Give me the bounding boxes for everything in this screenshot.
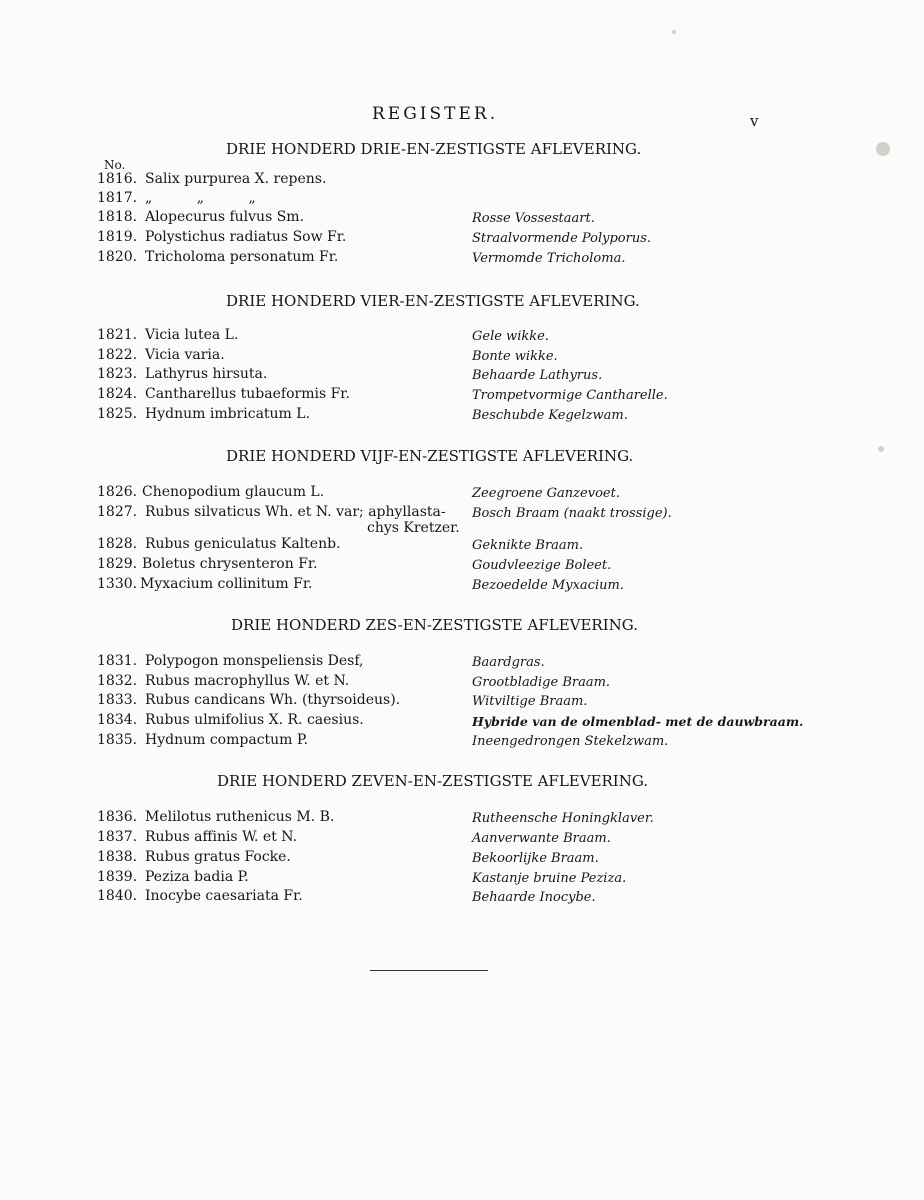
scientific-name: Rubus silvaticus Wh. et N. var; aphyllasta- [145,504,446,520]
dutch-name: Bonte wikke. [472,349,558,364]
scientific-name: Rubus affinis W. et N. [145,829,298,845]
scientific-name: Inocybe caesariata Fr. [145,888,303,904]
paper-speck [672,30,676,34]
register-entry [0,209,924,229]
register-entry [0,484,924,504]
dutch-name: Rosse Vossestaart. [472,211,595,226]
dutch-name: Bezoedelde Myxacium. [472,578,624,593]
section-heading: DRIE HONDERD DRIE-EN-ZESTIGSTE AFLEVERING. [226,140,642,158]
register-entry [0,366,924,386]
entry-number: 1833. [97,692,138,708]
entry-number: 1838. [97,849,138,865]
scientific-name: Polypogon monspeliensis Desf, [145,653,364,669]
register-entry [0,249,924,269]
scientific-name-continuation: chys Kretzer. [367,520,460,536]
dutch-name: Gele wikke. [472,329,549,344]
scientific-name: Alopecurus fulvus Sm. [145,209,305,225]
number-column-label: No. [104,158,126,172]
register-entry [0,171,924,191]
entry-number: 1832. [97,673,138,689]
dutch-name: Beschubde Kegelzwam. [472,408,628,423]
scientific-name: „ „ „ [145,190,256,206]
entry-number: 1835. [97,732,138,748]
scientific-name: Lathyrus hirsuta. [145,366,268,382]
dutch-name: Kastanje bruine Peziza. [472,871,627,886]
register-entry [0,888,924,908]
dutch-name: Trompetvormige Cantharelle. [472,388,668,403]
entry-number: 1839. [97,869,138,885]
register-entry [0,504,924,538]
page-title: REGISTER. [372,104,499,124]
dutch-name: Goudvleezige Boleet. [472,558,612,573]
entry-number: 1829. [97,556,138,572]
scientific-name: Rubus ulmifolius X. R. caesius. [145,712,364,728]
register-entry [0,869,924,889]
register-entry [0,386,924,406]
dutch-name: Bekoorlijke Braam. [472,851,599,866]
page-number: v [750,112,759,130]
register-entry [0,692,924,712]
entry-number: 1840. [97,888,138,904]
entry-number: 1816. [97,171,138,187]
section-heading: DRIE HONDERD ZES-EN-ZESTIGSTE AFLEVERING. [231,616,638,634]
dutch-name: Witviltige Braam. [472,694,588,709]
dutch-name: Bosch Braam (naakt trossige). [472,506,672,521]
scientific-name: Rubus candicans Wh. (thyrsoideus). [145,692,401,708]
entry-number: 1820. [97,249,138,265]
entry-number: 1827. [97,504,138,520]
scientific-name: Salix purpurea X. repens. [145,171,327,187]
scientific-name: Hydnum compactum P. [145,732,308,748]
register-entry [0,556,924,576]
scientific-name: Vicia lutea L. [145,327,239,343]
dutch-name: Hybride van de olmenblad- met de dauwbraam. [472,714,804,729]
scientific-name: Hydnum imbricatum L. [145,406,311,422]
entry-number: 1831. [97,653,138,669]
dutch-name: Aanverwante Braam. [472,831,611,846]
register-entry [0,673,924,693]
scientific-name: Rubus gratus Focke. [145,849,291,865]
section-heading: DRIE HONDERD VIJF-EN-ZESTIGSTE AFLEVERING. [226,447,634,465]
dutch-name: Rutheensche Honingklaver. [472,811,654,826]
entry-number: 1819. [97,229,138,245]
scientific-name: Rubus geniculatus Kaltenb. [145,536,341,552]
section-heading: DRIE HONDERD VIER-EN-ZESTIGSTE AFLEVERING. [226,292,640,310]
register-entry [0,653,924,673]
entry-number: 1836. [97,809,138,825]
section-heading: DRIE HONDERD ZEVEN-EN-ZESTIGSTE AFLEVERING. [217,772,649,790]
register-entry [0,712,924,732]
register-entry [0,829,924,849]
entry-number: 1822. [97,347,138,363]
entry-number: 1818. [97,209,138,225]
entry-number: 1823. [97,366,138,382]
register-entry [0,849,924,869]
register-entry [0,732,924,752]
dutch-name: Ineengedrongen Stekelzwam. [472,734,669,749]
register-entry [0,809,924,829]
register-entry [0,229,924,249]
closing-rule [370,970,488,971]
dutch-name: Behaarde Lathyrus. [472,368,603,383]
scientific-name: Tricholoma personatum Fr. [145,249,339,265]
dutch-name: Straalvormende Polyporus. [472,231,652,246]
dutch-name: Baardgras. [472,655,545,670]
scientific-name: Cantharellus tubaeformis Fr. [145,386,350,402]
entry-number: 1834. [97,712,138,728]
scientific-name: Vicia varia. [145,347,225,363]
register-entry [0,576,924,596]
scientific-name: Rubus macrophyllus W. et N. [145,673,350,689]
dutch-name: Behaarde Inocybe. [472,890,596,905]
dutch-name: Grootbladige Braam. [472,675,611,690]
entry-number: 1826. [97,484,138,500]
paper-speck [876,142,890,156]
entry-number: 1821. [97,327,138,343]
entry-number: 1837. [97,829,138,845]
dutch-name: Zeegroene Ganzevoet. [472,486,620,501]
paper-speck [878,446,884,452]
register-entry [0,406,924,426]
entry-number: 1828. [97,536,138,552]
entry-number: 1824. [97,386,138,402]
entry-number: 1825. [97,406,138,422]
entry-number: 1330. [97,576,138,592]
scientific-name: Chenopodium glaucum L. [142,484,325,500]
register-entry [0,327,924,347]
scientific-name: Boletus chrysenteron Fr. [142,556,318,572]
scientific-name: Myxacium collinitum Fr. [140,576,313,592]
register-entry [0,347,924,367]
scientific-name: Melilotus ruthenicus M. B. [145,809,335,825]
scientific-name: Polystichus radiatus Sow Fr. [145,229,347,245]
entry-number: 1817. [97,190,138,206]
dutch-name: Geknikte Braam. [472,538,584,553]
register-entry [0,190,924,210]
dutch-name: Vermomde Tricholoma. [472,251,626,266]
scientific-name: Peziza badia P. [145,869,249,885]
register-entry [0,536,924,556]
